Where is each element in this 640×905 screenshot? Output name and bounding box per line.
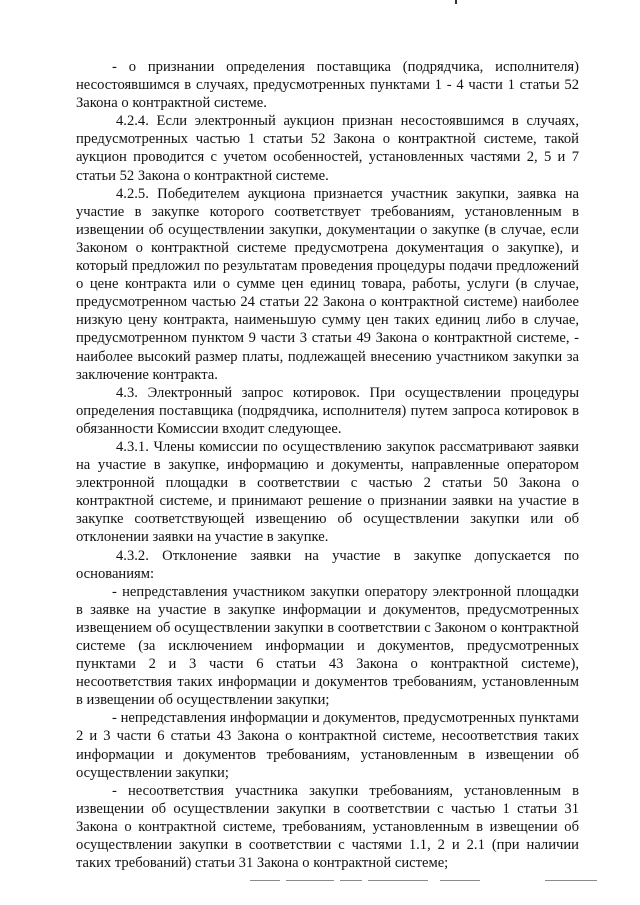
list-item-nonsubmission-art43: - непредставления информации и документов, предусмотренных пунктами 2 и 3 части 6 статьи 43 Закона о контрактной системе, несоответствия таких информации и документов требованиям, установленным в извещении об осуществлении закупки; [76,710,579,781]
footer-rule [340,880,362,881]
paragraph-dash-unsuccessful: - о признании определения поставщика (подрядчика, исполнителя) несостоявшимся в случаях, предусмотренных пунктами 1 - 4 части 1 статьи 52 Закона о контрактной системе. [76,59,579,112]
paragraph-4-2-4: 4.2.4. Если электронный аукцион признан несостоявшимся в случаях, предусмотренных частью 1 статьи 52 Закона о контрактной системе, такой аукцион проводится с учетом особенностей, установленных частями 2, 5 и 7 статьи 52 Закона о контрактной системе. [76,113,579,184]
paragraph-4-3: 4.3. Электронный запрос котировок. При осуществлении процедуры определения поставщика (подрядчика, исполнителя) путем запроса котировок в обязанности Комиссии входит следующее. [76,384,579,437]
scan-mark [455,0,457,4]
footer-rule [545,880,597,881]
paragraph-4-3-1: 4.3.1. Члены комиссии по осуществлению закупок рассматривают заявки на участие в закупке, информацию и документы, направленные оператором электронной площадки в соответствии с частью 2 статьи 50 Закона о контрактной системе, и принимают решение о признании заявки на участие в закупке соответствующей извещению об осуществлении закупки или об отклонении заявки на участие в закупке. [76,438,579,546]
paragraph-4-3-2: 4.3.2. Отклонение заявки на участие в закупке допускается по основаниям: [76,547,579,582]
list-item-nonsubmission: - непредставления участником закупки оператору электронной площадки в заявке на участие в закупке информации и документов, предусмотренных извещением об осуществлении закупки в соответствии с Законом о контрактной системе (за исключением информации и документов, предусмотренных пунктами 2 и 3 части 6 статьи 43 Закона о контрактной системе), несоответствия таких информации и документов требованиям, установленным в извещении об осуществлении закупки; [76,583,579,709]
footer-rule [440,880,480,881]
document-body [76,58,579,872]
footer-rule [368,880,428,881]
footer-rule [250,880,280,881]
footer-rule [286,880,334,881]
paragraph-4-2-5: 4.2.5. Победителем аукциона признается участник закупки, заявка на участие в закупке которого соответствует требованиям, установленным в извещении об осуществлении закупки, документации о закупке (в случае, если Законом о контрактной системе предусмотрена документация о закупке), и который предложил по результатам проведения процедуры подачи предложений о цене контракта или о сумме цен единиц товара, работы, услуги (в случае, предусмотренном частью 24 статьи 22 Закона о контрактной системе) наиболее низкую цену контракта, наименьшую сумму цен таких единиц либо в случае, предусмотренном пунктом 9 части 3 статьи 49 Закона о контрактной системе, - наиболее высокий размер платы, подлежащей внесению участником закупки за заключение контракта. [76,185,579,383]
list-item-noncompliance: - несоответствия участника закупки требованиям, установленным в извещении об осуществлении закупки в соответствии с частью 1 статьи 31 Закона о контрактной системе, требованиям, установленным в извещении об осуществлении закупки в соответствии с частями 1.1, 2 и 2.1 (при наличии таких требований) статьи 31 Закона о контрактной системе; [76,782,579,872]
